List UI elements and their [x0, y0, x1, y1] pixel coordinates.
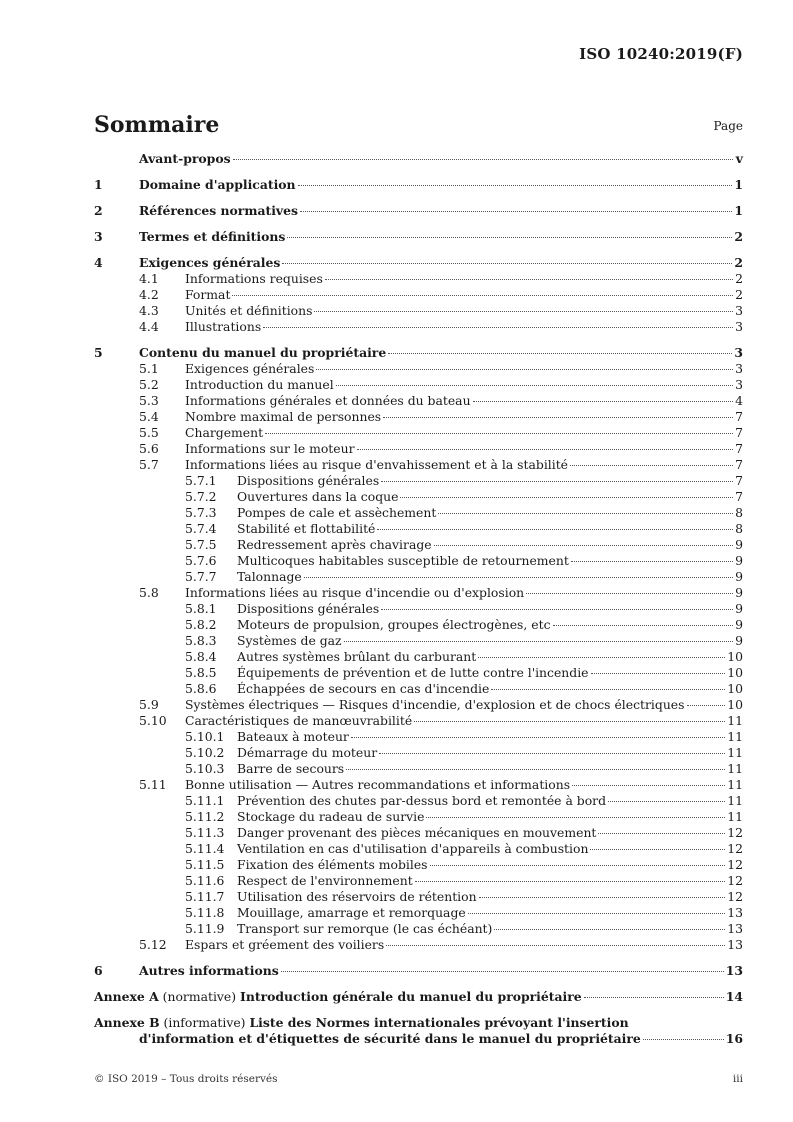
footer-page-number: iii [732, 1073, 743, 1085]
annex-a-prefix: Annexe A [94, 989, 159, 1004]
toc-entry[interactable] [94, 393, 743, 409]
dot-leader [388, 353, 732, 354]
dot-leader [287, 237, 732, 238]
toc-entry-title: Fixation des éléments mobiles [237, 857, 428, 872]
annex-a-kind: (normative) [158, 989, 241, 1004]
toc-entry-page: 3 [735, 303, 743, 318]
toc-entry-number: 5.10.2 [185, 745, 225, 760]
toc-entry[interactable] [94, 425, 743, 441]
toc-entry[interactable] [94, 409, 743, 425]
dot-leader [491, 689, 725, 690]
dot-leader [300, 211, 732, 212]
toc-entry-number: 4.3 [139, 303, 159, 318]
toc-entry[interactable] [94, 229, 743, 245]
annex-b-kind: (informative) [159, 1015, 250, 1030]
toc-entry-number: 5.9 [139, 697, 159, 712]
toc-entry-page: 12 [727, 825, 743, 840]
toc-entry-page: 10 [727, 665, 743, 680]
toc-entry-title: Transport sur remorque (le cas échéant) [237, 921, 493, 936]
toc-entry-page: 10 [727, 697, 743, 712]
toc-entry-number: 5.6 [139, 441, 159, 456]
toc-entry-page: 7 [735, 473, 743, 488]
toc-entry-page: 9 [735, 553, 743, 568]
toc-entry-title: Dispositions générales [237, 601, 380, 616]
toc-entry-page: 1 [734, 203, 743, 218]
annex-b-title-line1: Liste des Normes internationales prévoyant l'insertion [249, 1015, 629, 1030]
dot-leader [687, 705, 726, 706]
toc-entry[interactable] [94, 569, 743, 585]
toc-entry-page: 3 [734, 345, 743, 360]
toc-entry[interactable] [94, 841, 743, 857]
toc-entry[interactable] [94, 617, 743, 633]
toc-entry-page: 13 [727, 937, 743, 952]
toc-entry-number: 4.1 [139, 271, 159, 286]
toc-entry-page: 2 [735, 271, 743, 286]
toc-entry[interactable] [94, 255, 743, 271]
toc-entry-title: Informations sur le moteur [185, 441, 355, 456]
dot-leader [415, 881, 726, 882]
toc-entry-page: 11 [727, 809, 743, 824]
toc-entry-title: Démarrage du moteur [237, 745, 378, 760]
dot-leader [478, 657, 725, 658]
toc-entry-number: 5.8.5 [185, 665, 217, 680]
dot-leader [643, 1039, 724, 1040]
toc-entry[interactable] [94, 937, 743, 953]
toc-entry-title: Pompes de cale et assèchement [237, 505, 437, 520]
toc-entry[interactable] [94, 505, 743, 521]
toc-entry[interactable] [94, 553, 743, 569]
toc-entry[interactable] [94, 649, 743, 665]
toc-entry[interactable] [94, 761, 743, 777]
dot-leader [430, 865, 726, 866]
toc-entry-page: 7 [735, 457, 743, 472]
toc-entry-number: 4.4 [139, 319, 159, 334]
dot-leader [377, 529, 733, 530]
toc-entry-number: 5.8.6 [185, 681, 217, 696]
toc-entry-title: Illustrations [185, 319, 262, 334]
toc-entry-number: 5.3 [139, 393, 159, 408]
dot-leader [553, 625, 733, 626]
dot-leader [379, 753, 725, 754]
toc-entry-title: Références normatives [139, 203, 298, 218]
toc-entry-number: 5.7.7 [185, 569, 217, 584]
toc-entry-page: 13 [725, 963, 743, 978]
annex-a-title: Introduction générale du manuel du propriétaire [240, 989, 582, 1004]
toc-entry-number: 5.7.1 [185, 473, 217, 488]
dot-leader [494, 929, 725, 930]
toc-entry-title: Informations générales et données du bateau [185, 393, 471, 408]
toc-entry-title: Talonnage [237, 569, 302, 584]
toc-entry-title: Stockage du radeau de survie [237, 809, 425, 824]
toc-entry-number: 5.2 [139, 377, 159, 392]
toc-entry-title: Échappées de secours en cas d'incendie [237, 681, 490, 696]
toc-entry-page: 1 [734, 177, 743, 192]
annex-b-page: 16 [725, 1031, 743, 1046]
toc-entry-title: Informations liées au risque d'incendie ou d'explosion [185, 585, 525, 600]
toc-entry[interactable] [94, 857, 743, 873]
toc-entry[interactable] [94, 601, 743, 617]
toc-entry-title: Multicoques habitables susceptible de retournement [237, 553, 569, 568]
toc-entry[interactable] [94, 777, 743, 793]
toc-entry-page: 12 [727, 889, 743, 904]
toc-entry-number: 6 [94, 963, 103, 978]
dot-leader [571, 561, 733, 562]
toc-entry-title: Exigences générales [185, 361, 315, 376]
toc-entry[interactable] [94, 665, 743, 681]
toc-entry-title: Stabilité et flottabilité [237, 521, 376, 536]
toc-entry-number: 4.2 [139, 287, 159, 302]
toc-entry-title: Informations requises [185, 271, 323, 286]
toc-entry-page: 8 [735, 505, 743, 520]
dot-leader [344, 641, 733, 642]
toc-entry-number: 5.11.1 [185, 793, 225, 808]
page-column-label: Page [713, 119, 743, 133]
toc-entry-number: 3 [94, 229, 103, 244]
toc-entry-page: 11 [727, 761, 743, 776]
toc-entry[interactable] [94, 921, 743, 937]
toc-entry-title: Format [185, 287, 231, 302]
toc-entry-page: 3 [735, 377, 743, 392]
toc-entry[interactable] [94, 361, 743, 377]
toc-entry-title: Systèmes de gaz [237, 633, 342, 648]
toc-entry-number: 5.4 [139, 409, 159, 424]
toc-entry-page: 13 [727, 905, 743, 920]
toc-entry-page: 3 [735, 361, 743, 376]
annex-b-prefix: Annexe B [94, 1015, 160, 1030]
toc-entry-title: Redressement après chavirage [237, 537, 432, 552]
dot-leader [316, 369, 733, 370]
toc-entry-title: Bateaux à moteur [237, 729, 349, 744]
page-title: Sommaire [94, 112, 220, 138]
toc-entry-page: 3 [735, 319, 743, 334]
toc-entry-title: Espars et gréement des voiliers [185, 937, 385, 952]
dot-leader [325, 279, 733, 280]
dot-leader [426, 817, 725, 818]
toc-entry-number: 5.11.3 [185, 825, 225, 840]
toc-entry-title: Exigences générales [139, 255, 281, 270]
toc-entry[interactable] [94, 681, 743, 697]
dot-leader [304, 577, 733, 578]
toc-entry-page: 9 [735, 633, 743, 648]
toc-entry-number: 5.7.5 [185, 537, 217, 552]
toc-entry-page: 11 [727, 713, 743, 728]
toc-entry-title: Danger provenant des pièces mécaniques en mouvement [237, 825, 597, 840]
toc-entry-page: 7 [735, 409, 743, 424]
toc-entry[interactable] [94, 905, 743, 921]
toc-entry[interactable] [94, 203, 743, 219]
dot-leader [232, 295, 733, 296]
toc-entry-title: Avant-propos [139, 151, 231, 166]
toc-entry[interactable] [94, 697, 743, 713]
toc-entry[interactable] [94, 873, 743, 889]
toc-entry-page: 11 [727, 793, 743, 808]
toc-entry-page: 13 [727, 921, 743, 936]
dot-leader [357, 449, 733, 450]
toc-entry-number: 5.8.4 [185, 649, 217, 664]
toc-entry-number: 5.11.7 [185, 889, 225, 904]
dot-leader [572, 785, 725, 786]
dot-leader [314, 311, 733, 312]
toc-entry-page: 9 [735, 601, 743, 616]
toc-entry[interactable] [94, 287, 743, 303]
toc-entry[interactable] [94, 457, 743, 473]
toc-entry-page: 11 [727, 729, 743, 744]
toc-entry[interactable] [94, 151, 743, 167]
toc-entry-title: Introduction du manuel [185, 377, 334, 392]
toc-entry-page: 12 [727, 873, 743, 888]
toc-entry-page: 12 [727, 857, 743, 872]
toc-entry-page: 9 [735, 617, 743, 632]
toc-entry[interactable] [94, 473, 743, 489]
toc-annex-a[interactable] [94, 989, 743, 1005]
toc-entry-page: 9 [735, 537, 743, 552]
dot-leader [351, 737, 725, 738]
table-of-contents [94, 151, 743, 1047]
standard-identifier: ISO 10240:2019(F) [579, 45, 743, 63]
toc-entry[interactable] [94, 713, 743, 729]
dot-leader [346, 769, 725, 770]
dot-leader [281, 971, 724, 972]
toc-entry-number: 5.7.4 [185, 521, 217, 536]
dot-leader [526, 593, 733, 594]
toc-entry-number: 5.1 [139, 361, 159, 376]
annex-a-page: 14 [725, 989, 743, 1004]
toc-entry-page: 7 [735, 425, 743, 440]
toc-entry-title: Mouillage, amarrage et remorquage [237, 905, 466, 920]
annex-b-title-line2: d'information et d'étiquettes de sécurité dans le manuel du propriétaire [139, 1031, 641, 1046]
toc-entry-number: 4 [94, 255, 103, 270]
dot-leader [598, 833, 725, 834]
toc-entry-page: 7 [735, 489, 743, 504]
toc-entry-number: 5.10.3 [185, 761, 225, 776]
toc-entry-number: 5.11.5 [185, 857, 225, 872]
toc-entry[interactable] [94, 793, 743, 809]
toc-entry-number: 5.10.1 [185, 729, 225, 744]
toc-entry-number: 5.11.2 [185, 809, 225, 824]
toc-entry-title: Caractéristiques de manœuvrabilité [185, 713, 413, 728]
toc-entry-number: 2 [94, 203, 103, 218]
toc-entry-page: 9 [735, 585, 743, 600]
toc-entry-number: 5.11.8 [185, 905, 225, 920]
toc-entry[interactable] [94, 963, 743, 979]
toc-entry[interactable] [94, 489, 743, 505]
toc-entry[interactable] [94, 271, 743, 287]
toc-entry-page: 7 [735, 441, 743, 456]
toc-entry-title: Utilisation des réservoirs de rétention [237, 889, 477, 904]
toc-entry[interactable] [94, 809, 743, 825]
toc-entry-page: 12 [727, 841, 743, 856]
dot-leader [591, 673, 726, 674]
dot-leader [473, 401, 733, 402]
toc-entry[interactable] [94, 729, 743, 745]
dot-leader [336, 385, 733, 386]
toc-entry-title: Ventilation en cas d'utilisation d'appareils à combustion [237, 841, 589, 856]
toc-entry-number: 5.7.6 [185, 553, 217, 568]
toc-entry-title: Systèmes électriques — Risques d'incendie, d'explosion et de chocs électriques [185, 697, 685, 712]
toc-entry[interactable] [94, 585, 743, 601]
toc-entry-page: 4 [735, 393, 743, 408]
dot-leader [386, 945, 725, 946]
toc-entry[interactable] [94, 377, 743, 393]
dot-leader [381, 481, 733, 482]
toc-entry[interactable] [94, 633, 743, 649]
toc-entry-page: 9 [735, 569, 743, 584]
dot-leader [590, 849, 725, 850]
toc-entry-title: Dispositions générales [237, 473, 380, 488]
toc-entry-title: Moteurs de propulsion, groupes électrogènes, etc [237, 617, 551, 632]
toc-entry-number: 5.8.3 [185, 633, 217, 648]
toc-entry[interactable] [94, 303, 743, 319]
toc-entry-title: Ouvertures dans la coque [237, 489, 399, 504]
toc-entry-number: 5.11 [139, 777, 167, 792]
toc-entry-title: Termes et définitions [139, 229, 286, 244]
toc-entry-title: Unités et définitions [185, 303, 313, 318]
toc-entry-page: 2 [734, 255, 743, 270]
toc-entry-number: 5.7 [139, 457, 159, 472]
toc-entry[interactable] [94, 345, 743, 361]
toc-entry-number: 5.11.4 [185, 841, 225, 856]
dot-leader [438, 513, 733, 514]
toc-entry[interactable] [94, 177, 743, 193]
dot-leader [468, 913, 726, 914]
dot-leader [263, 327, 733, 328]
dot-leader [400, 497, 733, 498]
toc-entry-page: v [735, 151, 743, 166]
dot-leader [479, 897, 726, 898]
toc-entry-page: 8 [735, 521, 743, 536]
dot-leader [265, 433, 733, 434]
toc-entry-title: Respect de l'environnement [237, 873, 413, 888]
toc-annex-b[interactable] [94, 1015, 743, 1047]
toc-entry-title: Autres informations [139, 963, 279, 978]
toc-entry-number: 5.7.2 [185, 489, 217, 504]
dot-leader [298, 185, 733, 186]
toc-entry[interactable] [94, 441, 743, 457]
toc-entry-page: 11 [727, 777, 743, 792]
toc-entry-title: Informations liées au risque d'envahissement et à la stabilité [185, 457, 569, 472]
toc-entry[interactable] [94, 745, 743, 761]
toc-entry-title: Chargement [185, 425, 264, 440]
toc-entry-title: Domaine d'application [139, 177, 296, 192]
toc-entry-title: Équipements de prévention et de lutte contre l'incendie [237, 665, 589, 680]
toc-entry[interactable] [94, 319, 743, 335]
toc-entry-number: 5.7.3 [185, 505, 217, 520]
dot-leader [233, 159, 733, 160]
toc-entry-number: 5.8 [139, 585, 159, 600]
toc-entry-number: 5.8.1 [185, 601, 217, 616]
dot-leader [383, 417, 733, 418]
toc-entry-number: 5.10 [139, 713, 167, 728]
dot-leader [434, 545, 733, 546]
toc-entry-number: 5.11.9 [185, 921, 225, 936]
toc-entry-title: Bonne utilisation — Autres recommandations et informations [185, 777, 571, 792]
toc-entry[interactable] [94, 521, 743, 537]
toc-entry-title: Nombre maximal de personnes [185, 409, 382, 424]
toc-entry-page: 11 [727, 745, 743, 760]
dot-leader [414, 721, 725, 722]
toc-entry-page: 10 [727, 649, 743, 664]
toc-entry-number: 5.12 [139, 937, 167, 952]
toc-entry-title: Contenu du manuel du propriétaire [139, 345, 387, 360]
toc-entry-title: Autres systèmes brûlant du carburant [237, 649, 477, 664]
dot-leader [282, 263, 732, 264]
toc-entry-number: 1 [94, 177, 103, 192]
toc-entry-title: Prévention des chutes par-dessus bord et remontée à bord [237, 793, 607, 808]
toc-entry-page: 10 [727, 681, 743, 696]
toc-entry-page: 2 [734, 229, 743, 244]
toc-entry-title: Barre de secours [237, 761, 345, 776]
dot-leader [381, 609, 733, 610]
toc-entry-number: 5.11.6 [185, 873, 225, 888]
toc-entry-number: 5.5 [139, 425, 159, 440]
toc-entry-number: 5 [94, 345, 103, 360]
footer-copyright: © ISO 2019 – Tous droits réservés [94, 1073, 278, 1085]
dot-leader [570, 465, 733, 466]
toc-entry[interactable] [94, 889, 743, 905]
toc-entry[interactable] [94, 537, 743, 553]
toc-entry-number: 5.8.2 [185, 617, 217, 632]
toc-entry[interactable] [94, 825, 743, 841]
toc-entry-page: 2 [735, 287, 743, 302]
dot-leader [584, 997, 724, 998]
dot-leader [608, 801, 725, 802]
